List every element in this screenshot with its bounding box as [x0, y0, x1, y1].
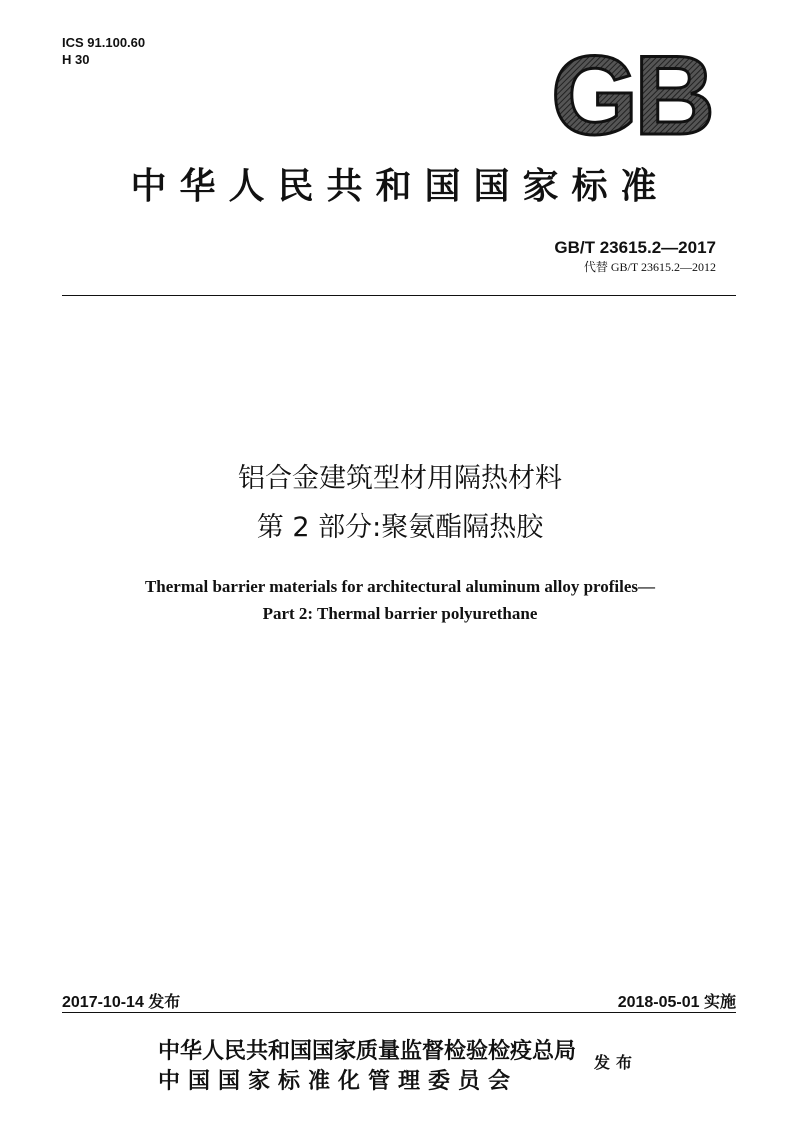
ccs-code: H 30	[62, 52, 90, 67]
english-title-line2: Part 2: Thermal barrier polyurethane	[262, 604, 538, 623]
gb-logo-icon	[522, 44, 740, 144]
header-divider	[62, 295, 736, 296]
ics-code: ICS 91.100.60	[62, 35, 146, 50]
issuer-line1: 中华人民共和国国家质量监督检验检疫总局	[158, 1039, 577, 1064]
footer-divider	[62, 1012, 736, 1013]
chinese-title-line2: 第 2 部分:聚氨酯隔热胶	[256, 512, 544, 543]
english-title-line1: Thermal barrier materials for architectural aluminum alloy profiles—	[144, 577, 656, 596]
national-standard-heading: 中华人民共和国国家标准	[130, 166, 670, 207]
publish-label: 发布	[594, 1053, 639, 1072]
standard-number: GB/T 23615.2—2017	[554, 238, 716, 257]
implementation-date: 2018-05-01 实施	[617, 994, 736, 1011]
issue-date: 2017-10-14 发布	[62, 994, 181, 1011]
gb-logo-text: GB	[551, 44, 711, 144]
classification-codes	[62, 34, 145, 68]
issuer-line2: 中国国家标准化管理委员会	[158, 1069, 519, 1094]
chinese-title-line1: 铝合金建筑型材用隔热材料	[238, 463, 562, 494]
replaces-standard: 代替 GB/T 23615.2—2012	[583, 260, 716, 274]
